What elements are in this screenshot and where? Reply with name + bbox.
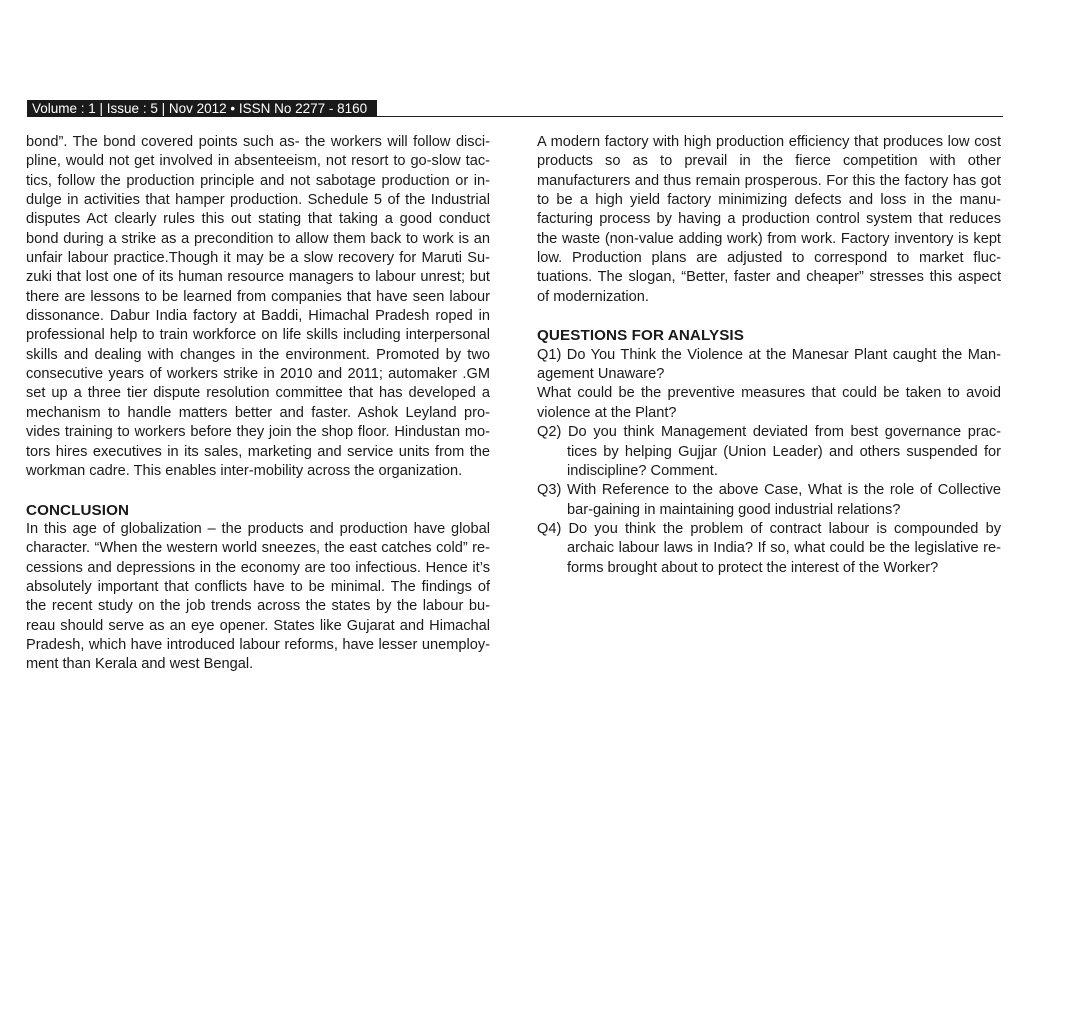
questions-heading: QUESTIONS FOR ANALYSIS bbox=[537, 327, 744, 345]
left-column bbox=[26, 133, 490, 675]
question-item-q4: Q4) Do you think the problem of contract labour is compounded by archaic labour laws in India? If so, what could be the legislative re-forms brought about to protect the interest of the Worker? bbox=[537, 520, 1001, 576]
question-item-q1-followup: What could be the preventive measures that could be taken to avoid violence at the Plant? bbox=[537, 385, 1001, 421]
section-spacer bbox=[537, 307, 1001, 326]
section-spacer bbox=[26, 481, 490, 500]
issue-line: Volume : 1 | Issue : 5 | Nov 2012 • ISSN No 2277 - 8160 bbox=[32, 101, 368, 116]
question-item-q1: Q1) Do You Think the Violence at the Manesar Plant caught the Man-agement Unaware? bbox=[537, 346, 1001, 383]
right-column bbox=[537, 133, 1001, 578]
conclusion-heading: CONCLUSION bbox=[26, 501, 130, 519]
conclusion-paragraph: In this age of globalization – the products and production have global character. “When the western world sneezes, the east catches cold” re-cessions and depressions in the economy are too infectious. Hence it’s absolutely important that conflicts have to be minimal. The findings of the recent study on the job trends across the states by the labour bu-reau should serve as an eye opener. States like Gujarat and Himachal Pradesh, which have introduced labour reforms, have lesser unemploy-ment than Kerala and west Bengal. bbox=[26, 520, 490, 673]
modern-factory-paragraph: A modern factory with high production efficiency that produces low cost products so as to prevail in the fierce competition with other manufacturers and thus remain prosperous. For this the factory has got to be a high yield factory minimizing defects and loss in the manu-facturing process by having a production control system that reduces the waste (non-value adding work) from work. Factory inventory is kept low. Production plans are adjusted to correspond to market fluc-tuations. The slogan, “Better, faster and cheaper” stresses this aspect of modernization. bbox=[537, 134, 1001, 305]
question-item-q2: Q2) Do you think Management deviated from best governance prac-tices by helping Gujjar (Union Leader) and others suspended for indiscipline? Comment. bbox=[537, 424, 1001, 479]
intro-paragraph: bond”. The bond covered points such as- the workers will follow disci-pline, would not get involved in absenteeism, not resort to go-slow tac-tics, follow the production principle and not sabotage production or in-dulge in activities that hamper production. Schedule 5 of the Industrial disputes Act clearly rules this out stating that taking a good conduct bond during a strike as a precondition to allow them back to work is an unfair labour practice.Though it may be a slow recovery for Maruti Su-zuki that lost one of its human resource managers to labour unrest; but there are lessons to be learned from companies that have seen labour dissonance. Dabur India factory at Baddi, Himachal Pradesh roped in professional help to train workforce on life skills including interpersonal skills and dealing with changes in the environment. Promoted by two consecutive years of workers strike in 2010 and 2011; automaker .GM set up a three tier dispute resolution committee that has developed a mechanism to handle matters better and faster. Ashok Leyland pro-vides training to workers before they join the shop floor. Hindustan mo-tors hires executives in its sales, marketing and service units from the workman cadre. This enables inter-mobility across the organization. bbox=[26, 134, 490, 479]
question-item-q3: Q3) With Reference to the above Case, What is the role of Collective bar-gaining in maintaining good industrial relations? bbox=[537, 482, 1001, 518]
journal-issue-banner bbox=[27, 100, 377, 117]
